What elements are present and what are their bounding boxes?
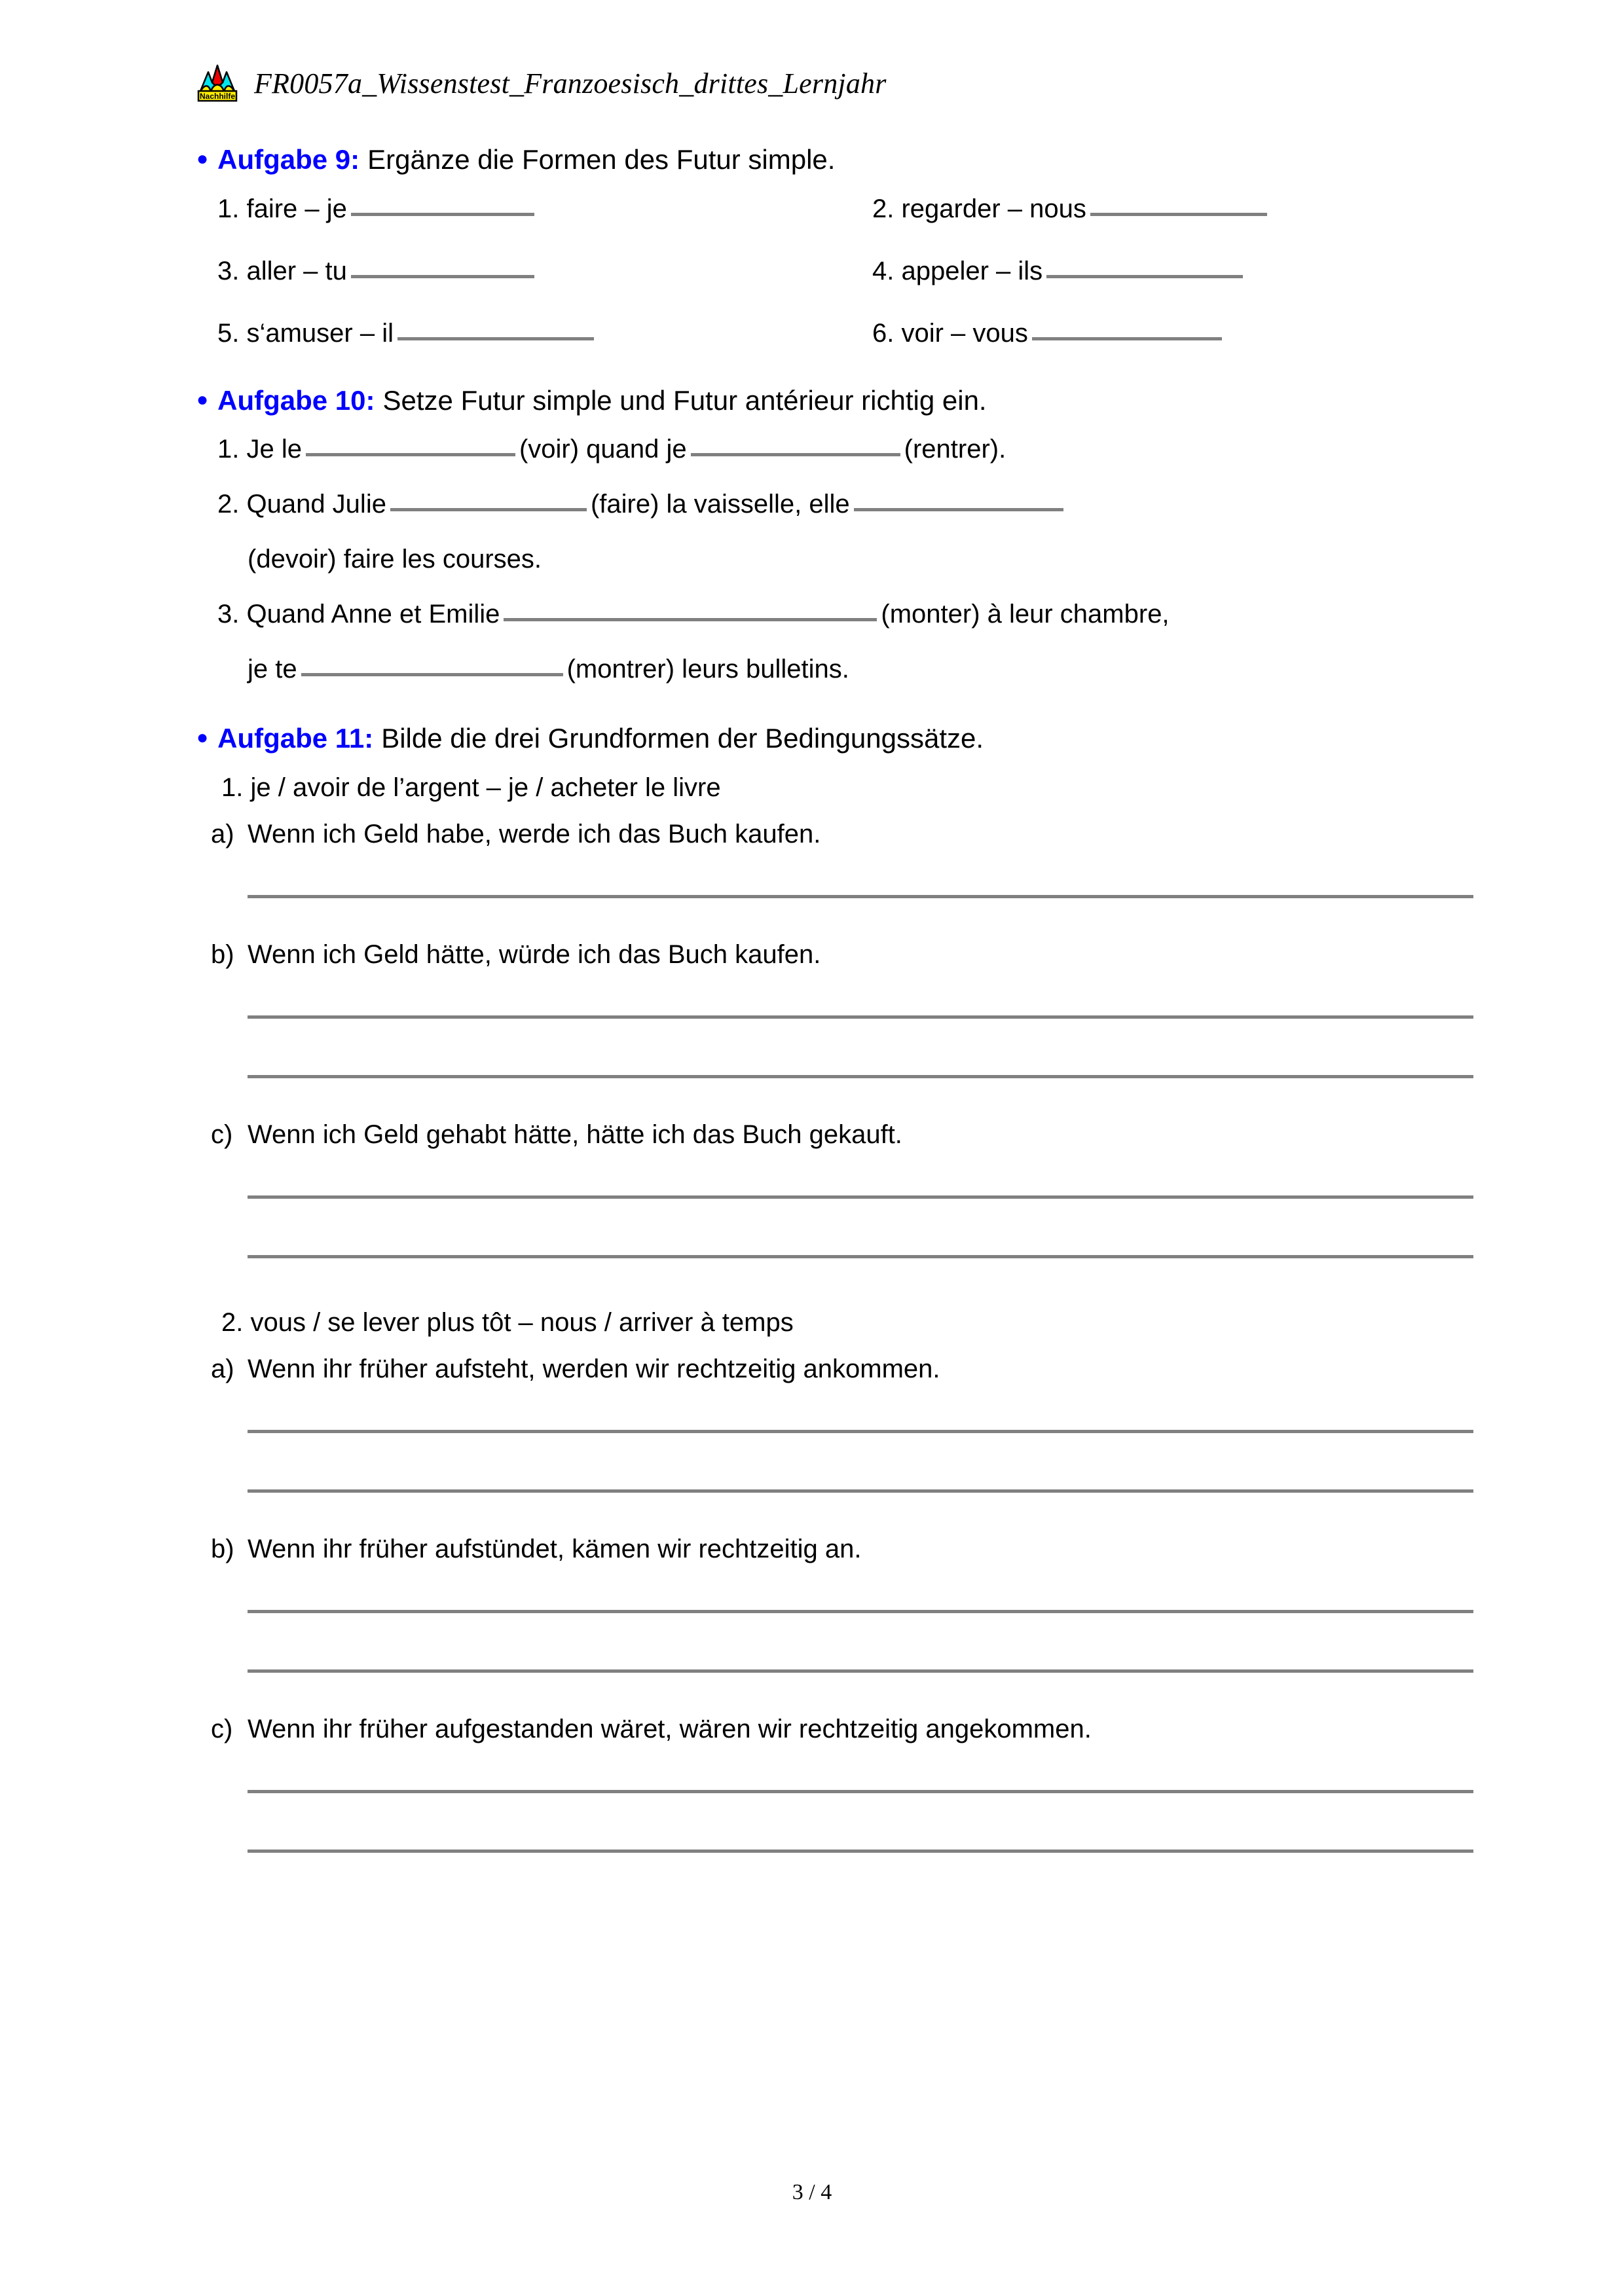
bullet-icon: ● xyxy=(196,388,209,410)
exercise-text: (devoir) faire les courses. xyxy=(248,545,542,574)
exercise-text: (montrer) leurs bulletins. xyxy=(566,655,849,683)
exercise-label: 1. faire – je xyxy=(217,194,347,223)
exercise-text: 1. Je le xyxy=(217,435,302,464)
task-11-heading xyxy=(196,721,1480,756)
answer-blank[interactable] xyxy=(390,508,587,511)
answer-blank[interactable] xyxy=(1032,337,1222,340)
writing-line[interactable] xyxy=(248,1850,1473,1853)
answer-marker: b) xyxy=(211,939,234,969)
answer-sentence xyxy=(211,940,1480,970)
answer-text: Wenn ich Geld habe, werde ich das Buch kaufen. xyxy=(248,819,821,848)
exercise-item xyxy=(217,490,1480,519)
exercise-label: 2. regarder – nous xyxy=(872,194,1086,223)
nachhilfe-logo-icon xyxy=(196,63,238,103)
task-9-heading xyxy=(196,143,1480,177)
exercise-item xyxy=(217,257,872,286)
answer-blank[interactable] xyxy=(691,453,900,456)
worksheet-content xyxy=(196,143,1480,1853)
task-10-heading xyxy=(196,384,1480,418)
bullet-icon: ● xyxy=(196,148,209,170)
answer-marker: b) xyxy=(211,1534,234,1563)
document-title: FR0057a_Wissenstest_Franzoesisch_drittes_Lernjahr xyxy=(254,67,887,100)
page-footer xyxy=(0,2180,1624,2205)
answer-blank[interactable] xyxy=(351,213,534,216)
answer-marker: c) xyxy=(211,1714,233,1743)
page-header xyxy=(196,63,887,103)
exercise-label: 6. voir – vous xyxy=(872,318,1028,348)
answer-block xyxy=(211,1535,1480,1673)
exercise-prompt: 1. je / avoir de l’argent – je / acheter le livre xyxy=(221,773,721,802)
exercise-item xyxy=(872,319,1501,348)
task-9-description: Ergänze die Formen des Futur simple. xyxy=(367,144,836,175)
task-10-label: Aufgabe 10: xyxy=(217,384,375,416)
answer-blank[interactable] xyxy=(1090,213,1267,216)
exercise-item xyxy=(872,257,1501,286)
logo-text: Nachhilfe xyxy=(199,92,236,101)
exercise-text: (voir) quand je xyxy=(519,435,687,464)
answer-text: Wenn ihr früher aufsteht, werden wir rechtzeitig ankommen. xyxy=(248,1354,940,1383)
exercise-item-continuation xyxy=(217,545,1480,574)
exercise-label: 4. appeler – ils xyxy=(872,256,1043,285)
answer-blank[interactable] xyxy=(397,337,594,340)
task-11-items xyxy=(196,773,1480,1853)
exercise-text: 3. Quand Anne et Emilie xyxy=(217,600,500,629)
answer-sentence xyxy=(211,1120,1480,1150)
answer-sentence xyxy=(211,1535,1480,1564)
task-11-label: Aufgabe 11: xyxy=(217,723,374,754)
exercise-text: (monter) à leur chambre, xyxy=(881,600,1170,629)
exercise-item xyxy=(872,194,1501,224)
answer-block xyxy=(211,940,1480,1078)
exercise-text: (rentrer). xyxy=(904,435,1006,464)
answer-sentence xyxy=(211,1355,1480,1384)
task-9-label: Aufgabe 9: xyxy=(217,144,360,175)
task-10-items xyxy=(196,435,1480,683)
answer-blank[interactable] xyxy=(306,453,515,456)
task-10-description: Setze Futur simple und Futur antérieur richtig ein. xyxy=(382,384,987,416)
answer-text: Wenn ich Geld gehabt hätte, hätte ich das Buch gekauft. xyxy=(248,1120,902,1149)
exercise-text: (faire) la vaisselle, elle xyxy=(590,490,850,519)
answer-text: Wenn ihr früher aufstündet, kämen wir rechtzeitig an. xyxy=(248,1534,862,1563)
answer-block xyxy=(211,1355,1480,1493)
exercise-item-continuation xyxy=(217,655,1480,683)
answer-sentence xyxy=(211,1715,1480,1744)
task-9-items xyxy=(196,194,1480,348)
exercise-item xyxy=(217,600,1480,629)
answer-marker: a) xyxy=(211,1354,234,1383)
exercise-item xyxy=(217,435,1480,464)
answer-blank[interactable] xyxy=(301,673,563,676)
answer-block xyxy=(211,1120,1480,1258)
page-number: 3 / 4 xyxy=(792,2180,832,2204)
answer-block xyxy=(211,820,1480,898)
bullet-icon: ● xyxy=(196,727,209,748)
task-11-description: Bilde die drei Grundformen der Bedingungssätze. xyxy=(381,723,984,754)
exercise-label: 5. s‘amuser – il xyxy=(217,318,394,348)
answer-blank[interactable] xyxy=(1046,275,1243,278)
exercise-prompt: 2. vous / se lever plus tôt – nous / arriver à temps xyxy=(221,1307,794,1337)
exercise-text: 2. Quand Julie xyxy=(217,490,386,519)
exercise-item xyxy=(217,319,872,348)
answer-blank[interactable] xyxy=(504,618,877,621)
answer-text: Wenn ich Geld hätte, würde ich das Buch kaufen. xyxy=(248,939,821,969)
answer-block xyxy=(211,1715,1480,1853)
answer-marker: c) xyxy=(211,1120,233,1149)
exercise-item xyxy=(217,194,872,224)
answer-text: Wenn ihr früher aufgestanden wäret, wären wir rechtzeitig angekommen. xyxy=(248,1714,1092,1743)
answer-sentence xyxy=(211,820,1480,849)
answer-blank[interactable] xyxy=(854,508,1063,511)
exercise-label: 3. aller – tu xyxy=(217,256,347,285)
answer-blank[interactable] xyxy=(351,275,534,278)
answer-marker: a) xyxy=(211,819,234,848)
exercise-text: je te xyxy=(248,655,297,683)
